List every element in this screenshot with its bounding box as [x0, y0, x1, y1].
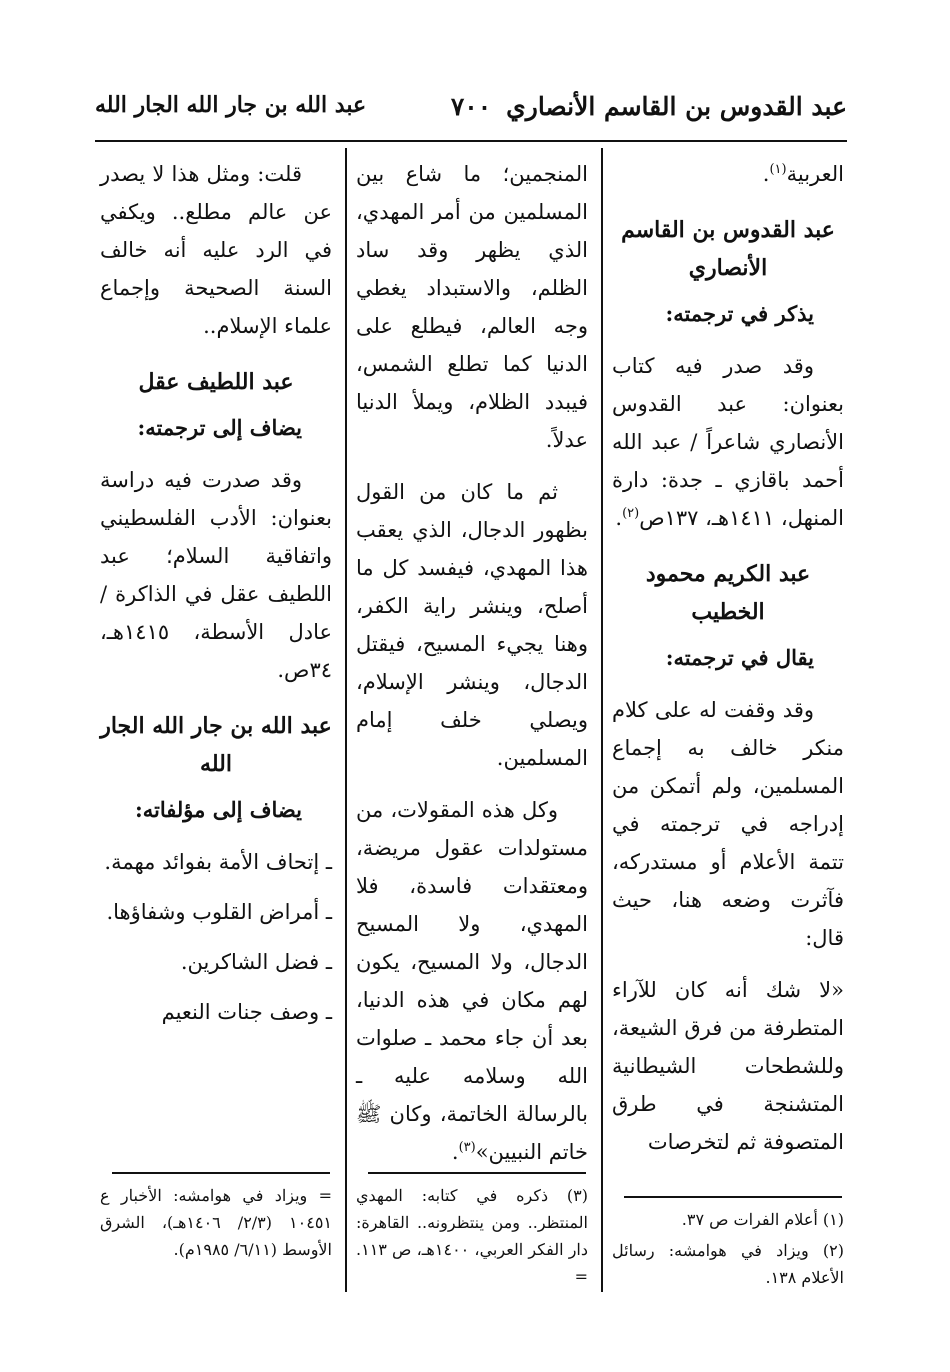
paragraph: المنجمين؛ ما شاع بين المسلمين من أمر المهدي، الذي يظهر وقد ساد الظلم، والاستبداد يغطي وجه العالم، فيطلع على الدنيا كما تطلع الشمس، فيبدد الظلام، ويملأ الدنيا عدلاً.	[356, 162, 588, 452]
text: .	[615, 506, 623, 530]
column-left	[100, 155, 332, 1043]
column-right	[612, 155, 844, 1175]
list-item: ـ وصف جنات النعيم	[161, 1000, 332, 1024]
header-rule	[95, 140, 847, 142]
footnotes-right	[612, 1206, 844, 1295]
footnote: = ويزاد في هوامشه: الأخبار ع ١٠٤٥١ (٢/٣/ ١٤٠٦هـ)، الشرق الأوسط (٦/١١/ ١٩٨٥م).	[100, 1186, 332, 1259]
text: .	[451, 1140, 459, 1164]
entry-heading: عبد القدوس بن القاسم الأنصاري	[621, 217, 835, 281]
paragraph: ثم ما كان من القول بظهور الدجال، الذي يعقب هذا المهدي، فيفسد كل ما أصلح، وينشر راية الكفر، وهنا يجيء المسيح، فيقتل الدجال، وينشر الإسلام، ويصلي خلف إمام المسلمين.	[356, 480, 588, 770]
paragraph	[612, 347, 844, 537]
footnote-ref: (١)	[769, 162, 787, 177]
paragraph	[356, 791, 588, 1171]
list-item: ـ فضل الشاكرين.	[180, 950, 332, 974]
page-number: ٧٠٠	[450, 92, 492, 121]
entry-subheading: يضاف إلى ترجمته:	[137, 415, 302, 440]
footnotes-left	[100, 1182, 332, 1267]
footnotes-middle	[356, 1182, 588, 1294]
list-item: ـ إتحاف الأمة بفوائد مهمة.	[104, 850, 332, 874]
text: العربية	[786, 162, 844, 186]
entry-subheading: يذكر في ترجمته:	[665, 301, 814, 326]
entry-subheading: يقال في ترجمته:	[665, 645, 814, 670]
entry-heading: عبد الله بن جار الله الجار الله	[100, 713, 332, 777]
running-head-left: عبد الله بن جار الله الجار الله	[95, 92, 367, 118]
list-item: ـ أمراض القلوب وشفاؤها.	[106, 900, 332, 924]
footnote: (٣) ذكره في كتابه: المهدي المنتظر.. ومن ينتظرونه.. القاهرة: دار الفكر العربي، ١٤٠٠هـ، ص ١١٣. =	[356, 1186, 588, 1286]
text: وكل هذه المقولات، من مستولدات عقول مريضة، ومعتقدات فاسدة، فلا المهدي، ولا المسيح الدجال، ولا المسيح، يكون لهم مكان في هذه الدنيا، بعد أن جاء محمد ـ صلوات الله وسلامه عليه ـ بالرسالة الخاتمة، وكان ﷺ خاتم النبيين»	[356, 798, 588, 1164]
paragraph: وقد وقفت له على كلام منكر خالف به إجماع المسلمين، ولم أتمكن من إدراجه في ترجمته في تتمة الأعلام أو مستدركه، فآثرت وضعه هنا، حيث قال:	[612, 698, 844, 950]
footnote-rule-left	[112, 1172, 330, 1174]
paragraph	[612, 155, 844, 193]
quote-paragraph: «لا شك أنه كان للآراء المتطرفة من فرق الشيعة، وللشطحات الشيطانية المتشنجة في طرق المتصوفة ثم لتخرصات	[612, 978, 844, 1154]
running-head-right: عبد القدوس بن القاسم الأنصاري	[506, 92, 847, 121]
footnote: (١) أعلام الفرات ص ٣٧.	[681, 1210, 844, 1229]
footnote-rule-right	[624, 1196, 842, 1198]
footnote-rule-middle	[368, 1172, 586, 1174]
column-divider-left	[345, 148, 347, 1292]
entry-heading: عبد اللطيف عقل	[138, 369, 294, 395]
entry-subheading: يضاف إلى مؤلفاته:	[135, 797, 302, 822]
entry-heading: عبد الكريم محمود الخطيب	[645, 561, 811, 625]
column-divider-right	[601, 148, 603, 1292]
page-header	[95, 92, 847, 132]
footnote: (٢) ويزاد في هوامشه: رسائل الأعلام ١٣٨.	[612, 1241, 844, 1287]
column-middle	[356, 155, 588, 1185]
paragraph: قلت: ومثل هذا لا يصدر عن عالم مطلع.. ويكفي في الرد عليه أنه خالف السنة الصحيحة وإجماع علماء الإسلام..	[100, 162, 332, 338]
footnote-ref: (٢)	[622, 506, 640, 521]
text: .	[762, 162, 770, 186]
paragraph: وقد صدرت فيه دراسة بعنوان: الأدب الفلسطيني واتفاقية السلام؛ عبد اللطيف عقل في الذاكرة / عادل الأسطة، ١٤١٥هـ، ٣٤ص.	[100, 468, 332, 682]
footnote-ref: (٣)	[458, 1140, 476, 1155]
text: وقد صدر فيه كتاب بعنوان: عبد القدوس الأنصاري شاعراً / عبد الله أحمد باقازي ـ جدة: دارة المنهل، ١٤١١هـ، ١٣٧ص	[612, 354, 844, 530]
